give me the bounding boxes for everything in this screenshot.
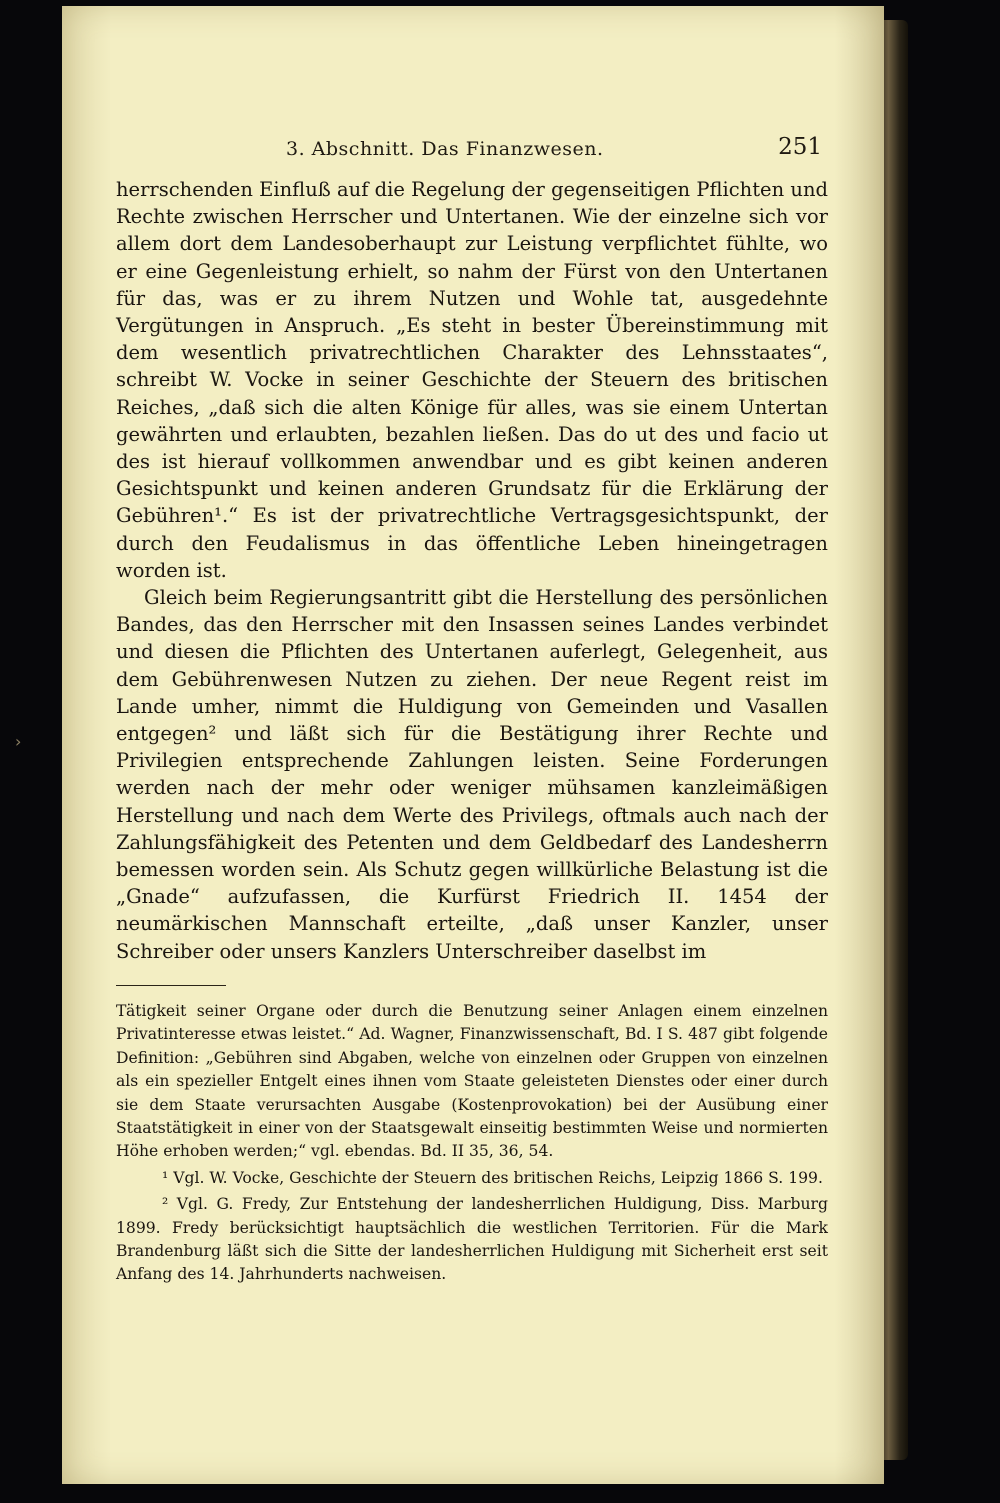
running-head: 3. Abschnitt. Das Finanzwesen. — [286, 138, 604, 160]
page-header — [116, 128, 828, 166]
book-edge — [880, 20, 908, 1460]
footnote-2: ² Vgl. G. Fredy, Zur Entstehung der landesherrlichen Huldigung, Diss. Marburg 1899. Fredy berücksichtigt hauptsächlich die westlichen Territorien. Für die Mark Brandenburg läßt sich die Sitte der landesherrlichen Huldigung mit Sicherheit erst seit Anfang des 14. Jahrhunderts nachweisen. — [116, 1195, 828, 1284]
footnote-rule — [116, 985, 226, 986]
paragraph-2: Gleich beim Regierungsantritt gibt die Herstellung des persönlichen Bandes, das den Herrscher mit den Insassen seines Landes verbindet und diesen die Pflichten des Untertanen auferlegt, Gelegenheit, aus dem Gebührenwesen Nutzen zu ziehen. Der neue Regent reist im Lande umher, nimmt die Huldigung von Gemeinden und Vasallen entgegen² und läßt sich für die Bestätigung ihrer Rechte und Privilegien entsprechende Zahlungen leisten. Seine Forderungen werden nach der mehr oder weniger mühsamen kanzleimäßigen Herstellung und nach dem Werte des Privilegs, oftmals auch nach der Zahlungsfähigkeit des Petenten und dem Geldbedarf des Landesherrn bemessen worden sein. Als Schutz gegen willkürliche Belastung ist die „Gnade“ aufzufassen, die Kurfürst Friedrich II. 1454 der neumärkischen Mannschaft erteilte, „daß unser Kanzler, unser Schreiber oder unsers Kanzlers Unterschreiber daselbst im — [116, 586, 828, 963]
footnote-1: ¹ Vgl. W. Vocke, Geschichte der Steuern des britischen Reichs, Leipzig 1866 S. 199. — [162, 1168, 823, 1187]
main-text — [116, 176, 828, 965]
page-number: 251 — [778, 134, 822, 160]
margin-mark: › — [15, 732, 22, 751]
footnotes — [116, 1000, 828, 1287]
paragraph-1: herrschenden Einfluß auf die Regelung der gegenseitigen Pflichten und Rechte zwischen Herrscher und Untertanen. Wie der einzelne sich vor allem dort dem Landesoberhaupt zur Leistung verpflichtet fühlte, wo er eine Gegenleistung erhielt, so nahm der Fürst von den Untertanen für das, was er zu ihrem Nutzen und Wohle tat, ausgedehnte Vergütungen in Anspruch. „Es steht in bester Übereinstimmung mit dem wesentlich privatrechtlichen Charakter des Lehnsstaates“, schreibt W. Vocke in seiner Geschichte der Steuern des britischen Reiches, „daß sich die alten Könige für alles, was sie einem Untertan gewährten und erlaubten, bezahlen ließen. Das do ut des und facio ut des ist hierauf vollkommen anwendbar und es gibt keinen anderen Gesichtspunkt und keinen anderen Grundsatz für die Erklärung der Gebühren¹.“ Es ist der privatrechtliche Vertragsgesichtspunkt, der durch den Feudalismus in das öffentliche Leben hineingetragen worden ist. — [116, 178, 828, 582]
footnote-continuation: Tätigkeit seiner Organe oder durch die Benutzung seiner Anlagen einem einzelnen Privatinteresse etwas leistet.“ Ad. Wagner, Finanzwissenschaft, Bd. I S. 487 gibt folgende Definition: „Gebühren sind Abgaben, welche von einzelnen oder Gruppen von einzelnen als ein spezieller Entgelt eines ihnen vom Staate geleisteten Dienstes oder einer durch sie dem Staate verursachten Ausgabe (Kostenprovokation) bei der Ausübung einer Staatstätigkeit in einer von der Staatsgewalt einseitig bestimmten Weise und normierten Höhe erhoben werden;“ vgl. ebendas. Bd. II 35, 36, 54. — [116, 1001, 828, 1161]
book-page — [62, 6, 884, 1484]
page-content — [116, 128, 828, 1287]
